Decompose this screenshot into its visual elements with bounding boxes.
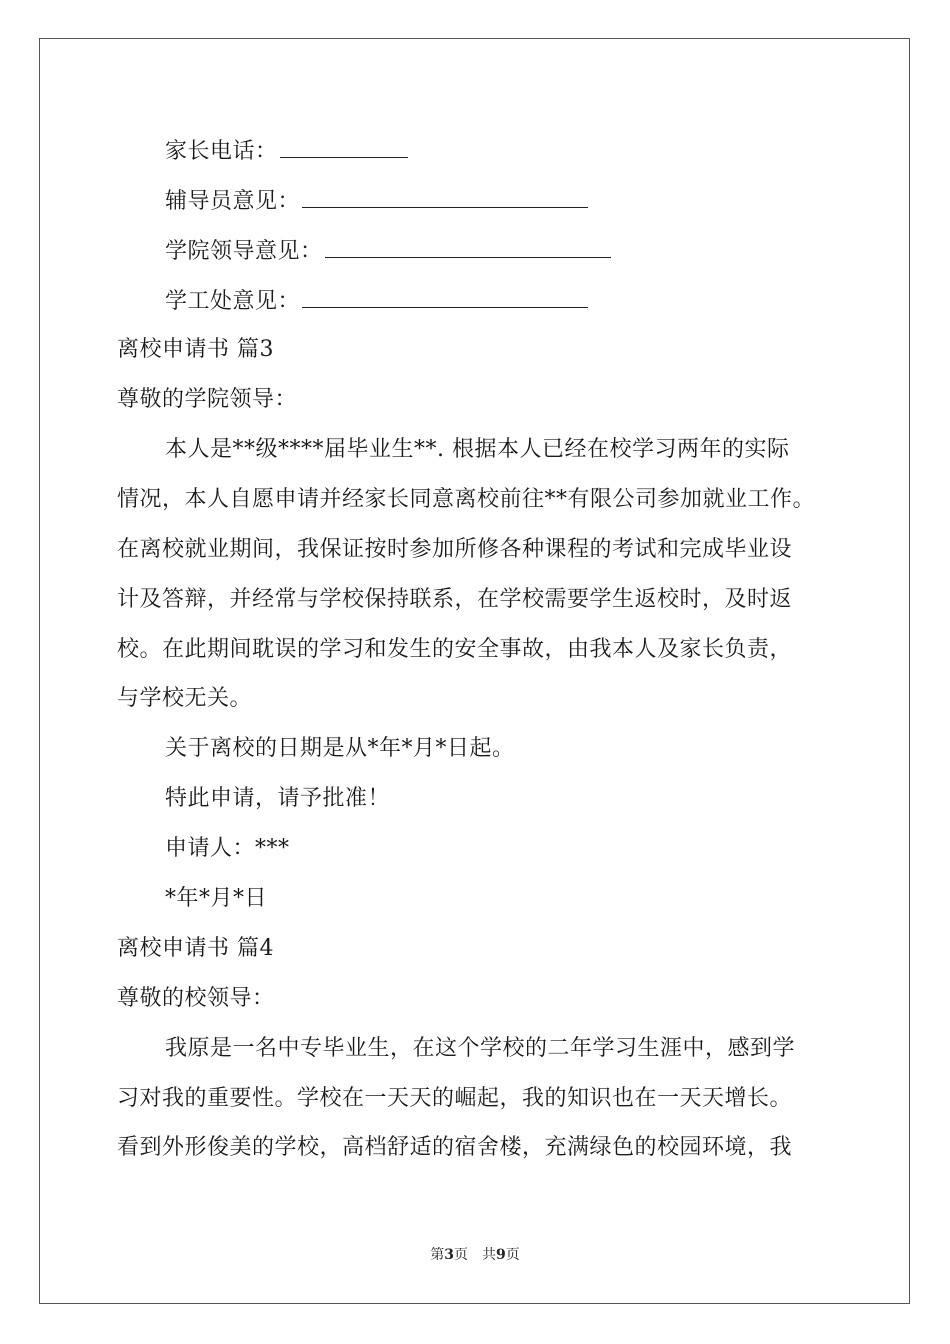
applicant-line: 申请人：*** <box>165 836 290 861</box>
total-pages: 9 <box>496 1247 506 1263</box>
counselor-opinion-blank[interactable] <box>302 185 588 208</box>
leave-date-line: 关于离校的日期是从*年*月*日起。 <box>165 736 515 761</box>
page-footer: 第3页 共9页 <box>430 1247 520 1263</box>
counselor-opinion-field: 辅导员意见： <box>165 185 588 217</box>
salutation: 尊敬的学院领导： <box>117 387 298 412</box>
body-line: 在离校就业期间，我保证按时参加所修各种课程的考试和完成毕业设 <box>117 537 793 562</box>
body-line: 与学校无关。 <box>117 686 253 711</box>
page-number: 3 <box>444 1247 454 1263</box>
request-line: 特此申请，请予批准！ <box>165 786 391 811</box>
section-heading: 离校申请书 篇3 <box>117 337 274 362</box>
body-line: 校。在此期间耽误的学习和发生的安全事故，由我本人及家长负责， <box>117 637 793 662</box>
parent-phone-blank[interactable] <box>280 135 408 158</box>
body-line: 看到外形俊美的学校，高档舒适的宿舍楼，充满绿色的校园环境，我 <box>117 1135 793 1160</box>
sign-date-line: *年*月*日 <box>165 886 268 911</box>
body-line: 本人是**级****届毕业生**. 根据本人已经在校学习两年的实际 <box>165 437 790 462</box>
body-line: 计及答辩，并经常与学校保持联系，在学校需要学生返校时，及时返 <box>117 587 793 612</box>
page-border <box>39 38 910 1304</box>
salutation: 尊敬的校领导： <box>117 986 275 1011</box>
body-line: 我原是一名中专毕业生，在这个学校的二年学习生涯中，感到学 <box>165 1036 796 1061</box>
college-leader-opinion-blank[interactable] <box>325 235 611 258</box>
parent-phone-field: 家长电话： <box>165 135 408 167</box>
body-line: 习对我的重要性。学校在一天天的崛起，我的知识也在一天天增长。 <box>117 1086 793 1111</box>
student-affairs-opinion-field: 学工处意见： <box>165 285 588 317</box>
college-leader-opinion-field: 学院领导意见： <box>165 235 611 267</box>
student-affairs-opinion-blank[interactable] <box>302 285 588 308</box>
body-line: 情况，本人自愿申请并经家长同意离校前往**有限公司参加就业工作。 <box>117 487 816 512</box>
section-heading: 离校申请书 篇4 <box>117 936 274 961</box>
